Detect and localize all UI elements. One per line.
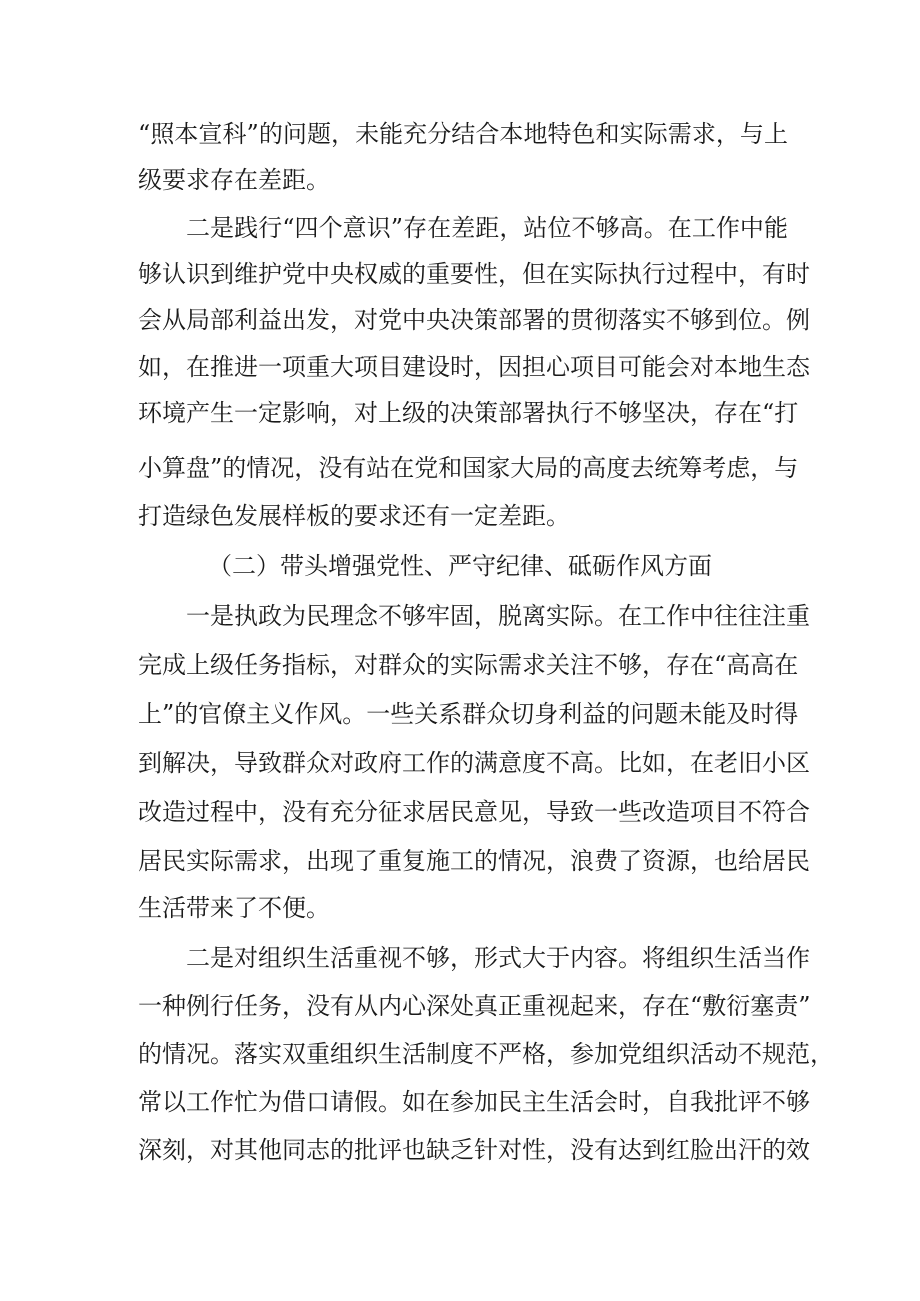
text-line: 居民实际需求，出现了重复施工的情况，浪费了资源，也给居民 [138, 847, 810, 875]
section-heading: （二）带头增强党性、严守纪律、砥砺作风方面 [208, 552, 712, 580]
text-line: 环境产生一定影响，对上级的决策部署执行不够坚决，存在“打 [138, 399, 799, 427]
text-line: 一种例行任务，没有从内心深处真正重视起来，存在“敷衍塞责” [138, 992, 811, 1020]
text-line: 如，在推进一项重大项目建设时，因担心项目可能会对本地生态 [138, 353, 810, 381]
text-line: 二是对组织生活重视不够，形式大于内容。将组织生活当作 [186, 944, 810, 972]
text-line: 到解决，导致群众对政府工作的满意度不高。比如，在老旧小区 [138, 749, 810, 777]
text-line: 改造过程中，没有充分征求居民意见，导致一些改造项目不符合 [138, 798, 810, 826]
text-line: 小算盘”的情况，没有站在党和国家大局的高度去统筹考虑，与 [138, 454, 799, 482]
text-line: 二是践行“四个意识”存在差距，站位不够高。在工作中能 [186, 214, 788, 242]
text-line: 深刻，对其他同志的批评也缺乏针对性，没有达到红脸出汗的效 [138, 1136, 810, 1164]
text-line: 完成上级任务指标，对群众的实际需求关注不够，存在“高高在 [138, 651, 799, 679]
text-line: 上”的官僚主义作风。一些关系群众切身利益的问题未能及时得 [138, 700, 799, 728]
text-line: 的情况。落实双重组织生活制度不严格，参加党组织活动不规范， [138, 1040, 834, 1068]
text-line: 打造绿色发展样板的要求还有一定差距。 [138, 502, 570, 530]
text-line: 够认识到维护党中央权威的重要性，但在实际执行过程中，有时 [138, 260, 810, 288]
text-line: “照本宣科”的问题，未能充分结合本地特色和实际需求，与上 [138, 120, 788, 148]
text-line: 常以工作忙为借口请假。如在参加民主生活会时，自我批评不够 [138, 1088, 810, 1116]
text-line: 级要求存在差距。 [138, 166, 330, 194]
text-line: 会从局部利益出发，对党中央决策部署的贯彻落实不够到位。例 [138, 306, 810, 334]
text-line: 一是执政为民理念不够牢固，脱离实际。在工作中往往注重 [186, 602, 810, 630]
text-line: 生活带来了不便。 [138, 894, 330, 922]
